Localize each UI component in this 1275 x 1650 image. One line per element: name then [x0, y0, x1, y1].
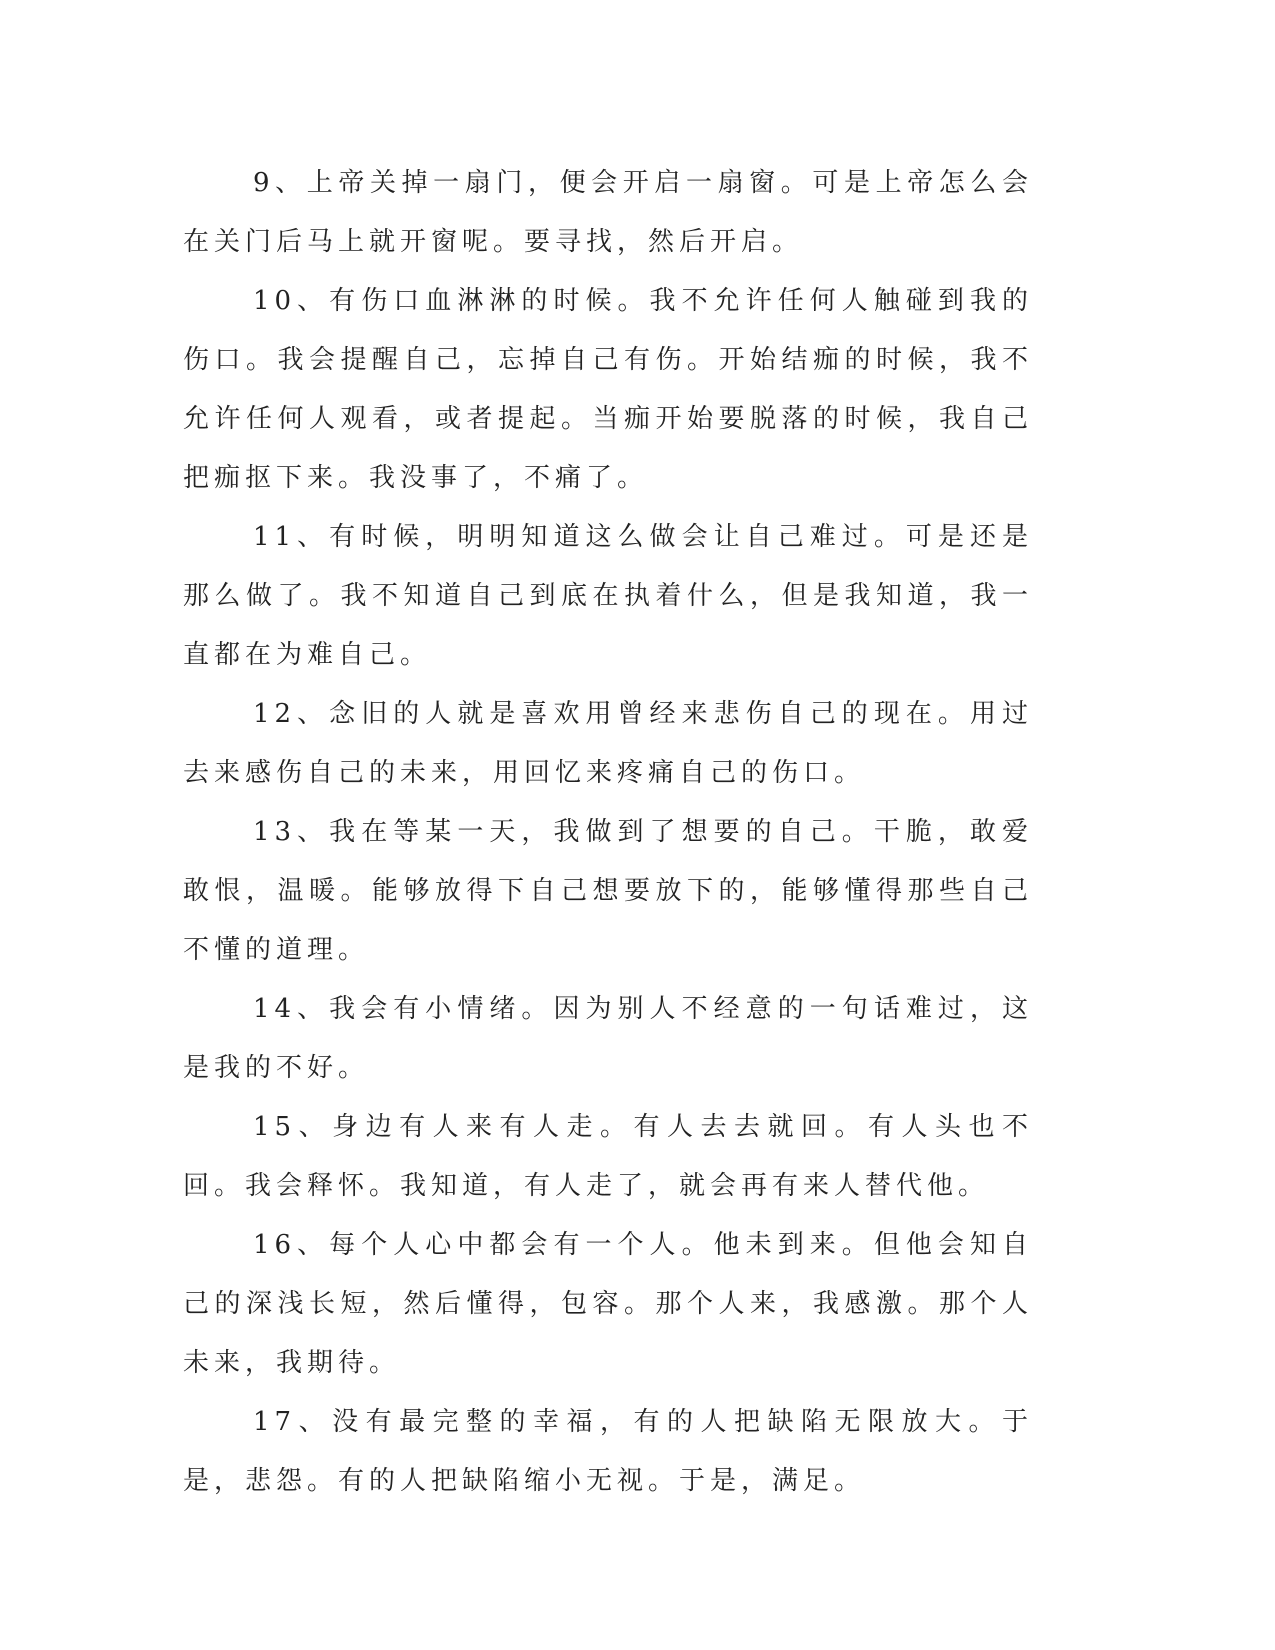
paragraph-13: 13、我在等某一天，我做到了想要的自己。干脆，敢爱敢恨，温暖。能够放得下自己想要放下的，能够懂得那些自己不懂的道理。 — [183, 817, 1033, 965]
paragraph-9: 9、上帝关掉一扇门，便会开启一扇窗。可是上帝怎么会在关门后马上就开窗呢。要寻找，然后开启。 — [183, 168, 1033, 257]
paragraph-10: 10、有伤口血淋淋的时候。我不允许任何人触碰到我的伤口。我会提醒自己，忘掉自己有伤。开始结痂的时候，我不允许任何人观看，或者提起。当痂开始要脱落的时候，我自己把痂抠下来。我没事了，不痛了。 — [183, 286, 1033, 493]
document-body — [183, 154, 1033, 1511]
paragraph-15: 15、身边有人来有人走。有人去去就回。有人头也不回。我会释怀。我知道，有人走了，就会再有来人替代他。 — [183, 1112, 1033, 1201]
paragraph-12: 12、念旧的人就是喜欢用曾经来悲伤自己的现在。用过去来感伤自己的未来，用回忆来疼痛自己的伤口。 — [183, 699, 1033, 788]
paragraph-17: 17、没有最完整的幸福，有的人把缺陷无限放大。于是，悲怨。有的人把缺陷缩小无视。于是，满足。 — [183, 1407, 1033, 1496]
paragraph-14: 14、我会有小情绪。因为别人不经意的一句话难过，这是我的不好。 — [183, 994, 1033, 1083]
paragraph-11: 11、有时候，明明知道这么做会让自己难过。可是还是那么做了。我不知道自己到底在执着什么，但是我知道，我一直都在为难自己。 — [183, 522, 1033, 670]
paragraph-16: 16、每个人心中都会有一个人。他未到来。但他会知自己的深浅长短，然后懂得，包容。那个人来，我感激。那个人未来，我期待。 — [183, 1230, 1033, 1378]
